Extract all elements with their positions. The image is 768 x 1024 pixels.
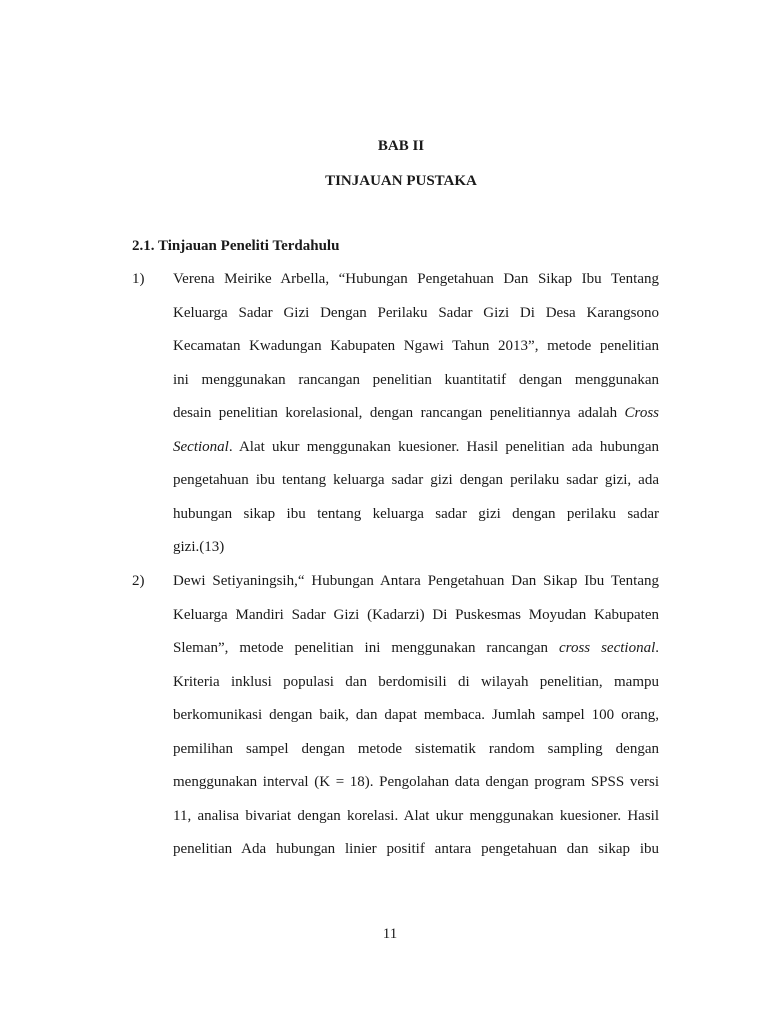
text-segment: . Alat ukur menggunakan kuesioner. Hasil penelitian ada hubungan bbox=[228, 438, 659, 455]
list-item-number: 1) bbox=[132, 271, 145, 287]
list-item-number: 2) bbox=[132, 573, 145, 589]
section-heading: 2.1. Tinjauan Peneliti Terdahulu bbox=[132, 238, 340, 254]
text-line: Verena Meirike Arbella, “Hubungan Pengetahuan Dan Sikap Ibu Tentang bbox=[173, 271, 659, 287]
list-item-body bbox=[173, 565, 659, 867]
chapter-title: TINJAUAN PUSTAKA bbox=[325, 173, 477, 189]
text-segment: Sleman”, metode penelitian ini menggunakan rancangan bbox=[173, 640, 560, 656]
italic-term: Sectional bbox=[173, 438, 229, 455]
text-line: Kecamatan Kwadungan Kabupaten Ngawi Tahun 2013”, metode penelitian bbox=[173, 338, 659, 354]
text-line: hubungan sikap ibu tentang keluarga sadar gizi dengan perilaku sadar bbox=[173, 505, 659, 522]
italic-term: cross sectional bbox=[559, 640, 656, 656]
text-line: gizi.(13) bbox=[173, 539, 225, 555]
text-line: menggunakan interval (K = 18). Pengolahan data dengan program SPSS versi bbox=[173, 774, 659, 790]
text-line bbox=[173, 397, 659, 431]
text-line: Keluarga Mandiri Sadar Gizi (Kadarzi) Di Puskesmas Moyudan Kabupaten bbox=[173, 606, 659, 623]
chapter-label: BAB II bbox=[377, 138, 425, 154]
text-line: pengetahuan ibu tentang keluarga sadar gizi dengan perilaku sadar gizi, ada bbox=[173, 472, 659, 488]
text-line: penelitian Ada hubungan linier positif antara pengetahuan dan sikap ibu bbox=[173, 841, 659, 857]
text-line: Dewi Setiyaningsih,“ Hubungan Antara Pengetahuan Dan Sikap Ibu Tentang bbox=[173, 573, 659, 589]
page-number: 11 bbox=[382, 926, 398, 942]
text-line: pemilihan sampel dengan metode sistematik random sampling dengan bbox=[173, 740, 659, 757]
text-line: 11, analisa bivariat dengan korelasi. Alat ukur menggunakan kuesioner. Hasil bbox=[173, 807, 659, 824]
list-item-body bbox=[173, 263, 659, 565]
text-line: Keluarga Sadar Gizi Dengan Perilaku Sadar Gizi Di Desa Karangsono bbox=[173, 304, 659, 321]
text-segment: desain penelitian korelasional, dengan rancangan penelitiannya adalah bbox=[173, 405, 625, 421]
text-line bbox=[173, 632, 659, 666]
italic-term: Cross bbox=[624, 405, 659, 421]
text-line: berkomunikasi dengan baik, dan dapat membaca. Jumlah sampel 100 orang, bbox=[173, 707, 659, 723]
text-segment: . bbox=[655, 640, 659, 656]
text-line: ini menggunakan rancangan penelitian kuantitatif dengan menggunakan bbox=[173, 371, 659, 388]
text-line: Kriteria inklusi populasi dan berdomisili di wilayah penelitian, mampu bbox=[173, 673, 659, 690]
text-line bbox=[173, 431, 659, 465]
